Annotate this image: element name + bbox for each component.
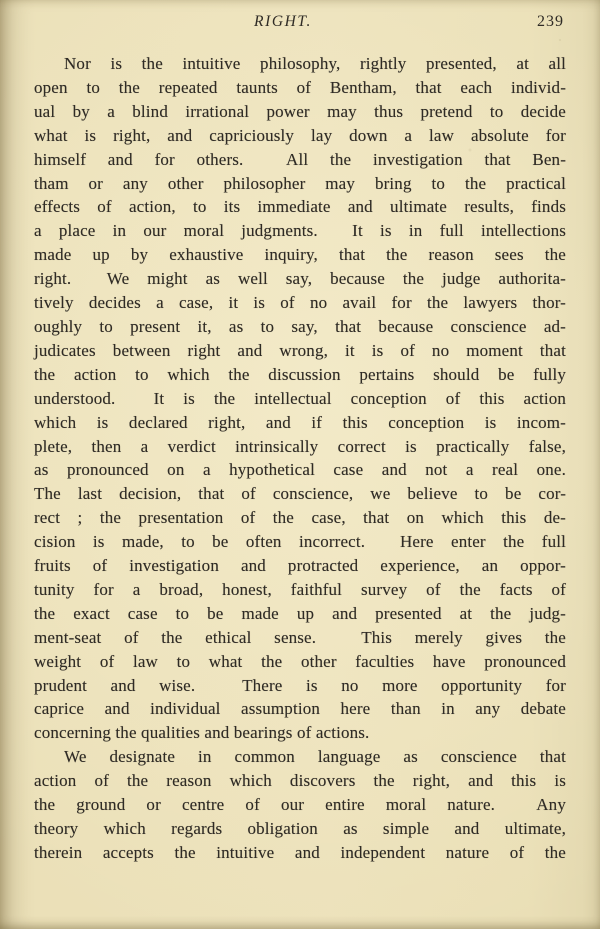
- text-line: judicates between right and wrong, it is of no moment that: [34, 340, 566, 360]
- text-line: himself and for others. All the investigation that Ben-: [34, 149, 566, 169]
- text-line: which is declared right, and if this conception is incom-: [34, 412, 566, 432]
- running-title: RIGHT.: [254, 13, 312, 30]
- text-line: We designate in common language as conscience that: [64, 747, 566, 767]
- text-line: concerning the qualities and bearings of actions.: [34, 723, 370, 743]
- text-line: action of the reason which discovers the right, and this is: [34, 771, 566, 791]
- text-line: the exact case to be made up and presented at the judg-: [34, 603, 566, 623]
- text-line: effects of action, to its immediate and ultimate results, finds: [34, 197, 566, 217]
- text-line: theory which regards obligation as simple and ultimate,: [34, 819, 566, 838]
- page-number: 239: [537, 13, 564, 30]
- text-line: ual by a blind irrational power may thus pretend to decide: [34, 101, 566, 121]
- text-line: tunity for a broad, honest, faithful survey of the facts of: [34, 579, 566, 599]
- text-line: tham or any other philosopher may bring to the practical: [34, 173, 566, 193]
- text-line: made up by exhaustive inquiry, that the reason sees the: [34, 245, 566, 265]
- paragraph-2: [34, 745, 566, 865]
- text-line: cision is made, to be often incorrect. Here enter the full: [34, 532, 566, 552]
- text-line: tively decides a case, it is of no avail for the lawyers thor-: [34, 293, 566, 313]
- text-line: as pronounced on a hypothetical case and not a real one.: [34, 460, 566, 480]
- text-line: fruits of investigation and protracted experience, an oppor-: [34, 556, 566, 576]
- text-line: the action to which the discussion pertains should be fully: [34, 364, 566, 384]
- text-line: weight of law to what the other faculties have pronounced: [34, 651, 566, 671]
- text-line: therein accepts the intuitive and independent nature of the: [34, 842, 566, 862]
- text-line: right. We might as well say, because the judge authorita-: [34, 269, 566, 289]
- text-line: rect ; the presentation of the case, that on which this de-: [34, 508, 566, 528]
- paragraph-1: [34, 52, 566, 745]
- text-line: ment-seat of the ethical sense. This merely gives the: [34, 627, 566, 647]
- text-line: caprice and individual assumption here than in any debate: [34, 699, 566, 719]
- text-line: open to the repeated taunts of Bentham, that each individ-: [34, 77, 566, 97]
- text-line: oughly to present it, as to say, that because conscience ad-: [34, 316, 566, 336]
- text-line: a place in our moral judgments. It is in full intellections: [34, 221, 566, 241]
- text-line: prudent and wise. There is no more opportunity for: [34, 675, 566, 695]
- text-line: what is right, and capriciously lay down a law absolute for: [34, 125, 566, 145]
- text-line: the ground or centre of our entire moral nature. Any: [34, 795, 566, 815]
- text-line: The last decision, that of conscience, we believe to be cor-: [34, 484, 566, 504]
- text-line: understood. It is the intellectual conception of this action: [34, 388, 566, 408]
- page-header: [34, 13, 566, 35]
- page-body: [34, 52, 566, 865]
- text-line: Nor is the intuitive philosophy, rightly presented, at all: [64, 54, 566, 73]
- text-line: plete, then a verdict intrinsically correct is practically false,: [34, 436, 566, 456]
